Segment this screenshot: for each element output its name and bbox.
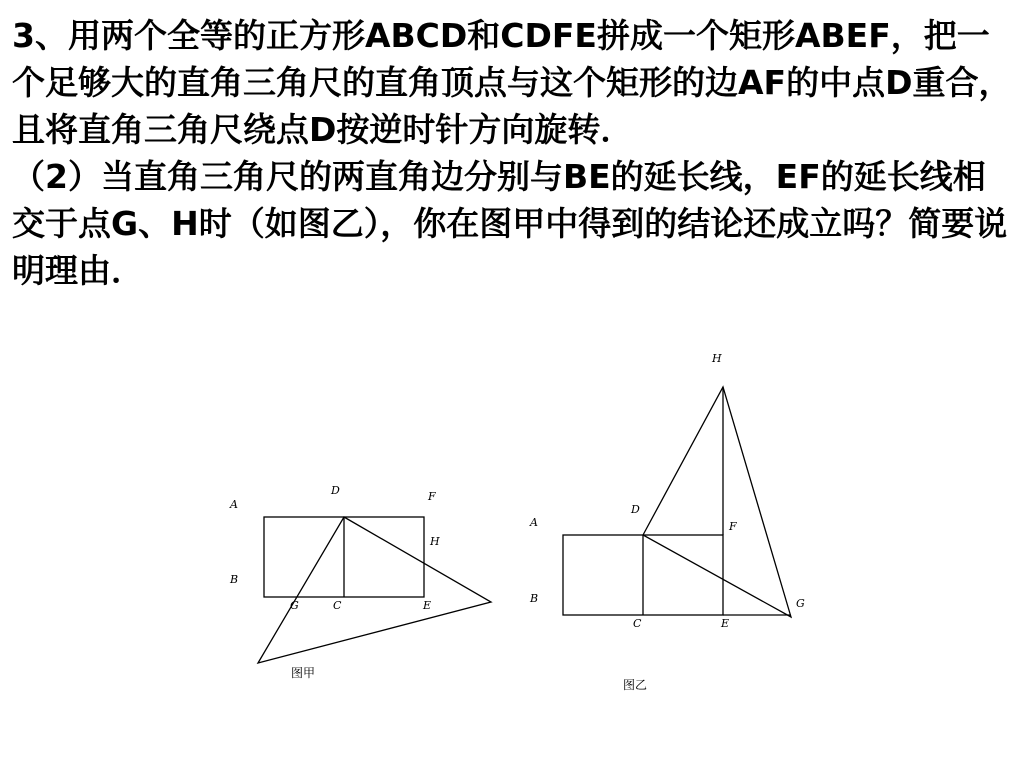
label-d: D (631, 503, 640, 516)
label-a: A (230, 498, 238, 511)
right-triangle-ruler (643, 387, 791, 617)
label-d: D (331, 484, 340, 497)
problem-intro: 3、用两个全等的正方形ABCD和CDFE拼成一个矩形ABEF，把一个足够大的直角三角尺的直角顶点与这个矩形的边AF的中点D重合，且将直角三角尺绕点D按逆时针方向旋转． (12, 16, 1012, 149)
label-b: B (230, 573, 239, 586)
label-h: H (712, 352, 722, 365)
label-b: B (530, 592, 539, 605)
figure-yi (529, 352, 805, 692)
label-e: E (721, 617, 730, 630)
right-triangle-ruler (258, 517, 491, 663)
label-f: F (428, 490, 436, 503)
figure-jia (229, 484, 491, 680)
label-g: G (290, 599, 299, 612)
caption-jia: 图甲 (291, 666, 316, 680)
label-e: E (423, 599, 432, 612)
label-g: G (796, 597, 805, 610)
label-h: H (430, 535, 440, 548)
label-f: F (729, 520, 737, 533)
label-c: C (633, 617, 642, 630)
problem-question: （2）当直角三角尺的两直角边分别与BE的延长线，EF的延长线相交于点G、H时（如图乙），你在图甲中得到的结论还成立吗？简要说明理由． (12, 157, 1008, 290)
caption-yi: 图乙 (623, 678, 648, 692)
label-c: C (333, 599, 342, 612)
label-a: A (530, 516, 538, 529)
